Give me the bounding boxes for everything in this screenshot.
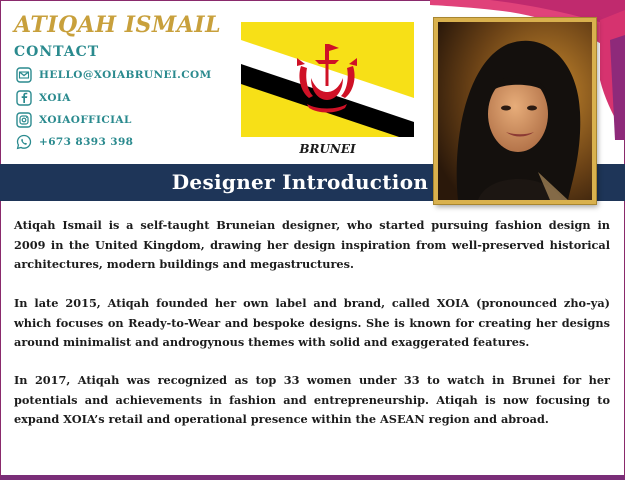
banner-title: Designer Introduction	[171, 170, 429, 194]
contact-facebook[interactable]	[15, 89, 71, 106]
contact-heading: CONTACT	[14, 44, 100, 60]
mail-icon	[15, 66, 32, 83]
contact-instagram[interactable]	[15, 111, 132, 128]
paragraph-3: In 2017, Atiqah was recognized as top 33 women under 33 to watch in Brunei for her potentials and achievements in fashion and entrepreneurship. Atiqah is now focusing to expand XOIA’s retail and operational presence within the ASEAN region and abroad.	[14, 373, 610, 426]
contact-facebook-text: XOIA	[39, 91, 71, 104]
contact-instagram-text: XOIAOFFICIAL	[39, 113, 132, 126]
contact-email-text: HELLO@XOIABRUNEI.COM	[39, 68, 212, 81]
facebook-icon	[15, 89, 32, 106]
designer-name: ATIQAH ISMAIL	[14, 12, 222, 38]
whatsapp-icon	[15, 133, 32, 150]
portrait-illustration	[438, 22, 592, 200]
brunei-flag	[241, 22, 414, 137]
contact-email[interactable]	[15, 66, 212, 83]
paragraph-2: In late 2015, Atiqah founded her own label and brand, called XOIA (pronounced zho-ya) which focuses on Ready-to-Wear and bespoke designs. She is known for creating her designs around minimalist and androgynous themes with solid and exaggerated features.	[14, 296, 610, 349]
contact-whatsapp[interactable]	[15, 133, 133, 150]
paragraph-1: Atiqah Ismail is a self-taught Bruneian designer, who started pursuing fashion design in 2009 in the United Kingdom, drawing her design inspiration from well-preserved historical architectures, modern buildings and megastructures.	[14, 218, 610, 271]
designer-portrait	[434, 18, 596, 204]
contact-whatsapp-text: +673 8393 398	[39, 135, 134, 148]
flag-caption: BRUNEI	[299, 142, 356, 156]
instagram-icon	[15, 111, 32, 128]
